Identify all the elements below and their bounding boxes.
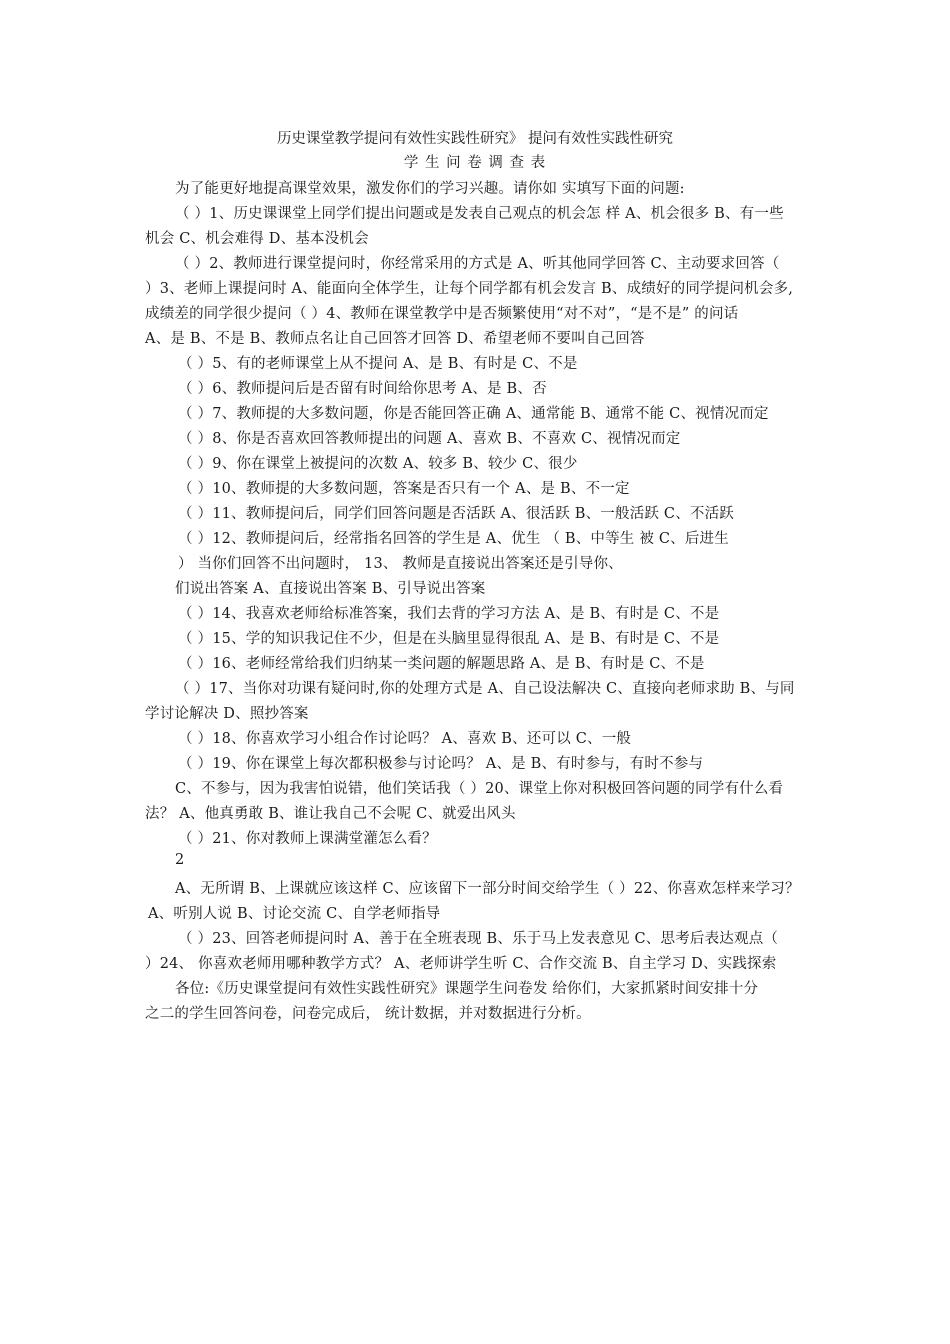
question-line: ）24、 你喜欢老师用哪种教学方式？ A、老师讲学生听 C、合作交流 B、自主学习 D、实践探索 (145, 956, 777, 972)
question-line: C、不参与，因为我害怕说错，他们笑话我（ ）20、课堂上你对积极回答问题的同学有什么看 (175, 781, 784, 797)
question-line: （ ）10、教师提的大多数问题，答案是否只有一个 A、是 B、不一定 (178, 481, 630, 497)
page-number: 2 (175, 852, 185, 868)
question-line: （ ）9、你在课堂上被提问的次数 A、较多 B、较少 C、很少 (178, 456, 578, 472)
question-line: （ ）21、你对教师上课满堂灌怎么看？ (178, 831, 437, 847)
document-subtitle: 学 生 问 卷 调 查 表 (403, 155, 547, 171)
question-line: （ ）2、教师进行课堂提问时，你经常采用的方式是 A、听其他同学回答 C、主动要求回答（ (175, 256, 780, 272)
question-line: （ ）5、有的老师课堂上从不提问 A、是 B、有时是 C、不是 (178, 356, 578, 372)
closing-line: 之二的学生回答问卷，问卷完成后， 统计数据，并对数据进行分析。 (145, 1006, 591, 1022)
question-line: 成绩差的同学很少提问（ ）4、教师在课堂教学中是否频繁使用“对不对”，“是不是” 的问话 (145, 306, 739, 322)
question-line: （ ）16、老师经常给我们归纳某一类问题的解题思路 A、是 B、有时是 C、不是 (178, 656, 705, 672)
intro-line: 为了能更好地提高课堂效果，激发你们的学习兴趣。请你如 实填写下面的问题: (175, 181, 685, 197)
question-line: ） 当你们回答不出问题时， 13、 教师是直接说出答案还是引导你、 (178, 556, 623, 572)
question-line: 学讨论解决 D、照抄答案 (145, 706, 309, 722)
question-line: 机会 C、机会难得 D、基本没机会 (145, 231, 369, 247)
question-line: A、无所谓 B、上课就应该这样 C、应该留下一部分时间交给学生（ ）22、你喜欢怎样来学习？ (175, 881, 800, 897)
question-line: （ ）1、历史课课堂上同学们提出问题或是发表自己观点的机会怎 样 A、机会很多 B、有一些 (175, 206, 784, 222)
question-line: （ ）11、教师提问后，同学们回答问题是否活跃 A、很活跃 B、一般活跃 C、不活跃 (178, 506, 735, 522)
question-line: A、听别人说 B、讨论交流 C、自学老师指导 (148, 906, 441, 922)
question-line: （ ）7、教师提的大多数问题，你是否能回答正确 A、通常能 B、通常不能 C、视情况而定 (178, 406, 769, 422)
question-line: 们说出答案 A、直接说出答案 B、引导说出答案 (175, 581, 486, 597)
closing-line: 各位:《历史课堂提问有效性实践性研究》课题学生问卷发 给你们，大家抓紧时间安排十分 (175, 981, 759, 997)
question-line: （ ）17、当你对功课有疑问时,你的处理方式是 A、自己设法解决 C、直接向老师求助 B、与同 (175, 681, 795, 697)
question-line: （ ）14、我喜欢老师给标准答案，我们去背的学习方法 A、是 B、有时是 C、不是 (178, 606, 720, 622)
question-line: ）3、老师上课提问时 A、能面向全体学生，让每个同学都有机会发言 B、成绩好的同学提问机会多, (145, 281, 794, 297)
question-line: （ ）23、回答老师提问时 A、善于在全班表现 B、乐于马上发表意见 C、思考后表达观点（ (178, 931, 779, 947)
question-line: （ ）15、学的知识我记住不少，但是在头脑里显得很乱 A、是 B、有时是 C、不是 (178, 631, 720, 647)
question-line: （ ）6、教师提问后是否留有时间给你思考 A、是 B、否 (178, 381, 547, 397)
document-title: 历史课堂教学提问有效性实践性研究》 提问有效性实践性研究 (276, 131, 674, 147)
question-line: （ ）19、你在课堂上每次都积极参与讨论吗？ A、是 B、有时参与，有时不参与 (178, 756, 704, 772)
question-line: A、是 B、不是 B、教师点名让自己回答才回答 D、希望老师不要叫自己回答 (145, 331, 645, 347)
question-line: （ ）8、你是否喜欢回答教师提出的问题 A、喜欢 B、不喜欢 C、视情况而定 (178, 431, 681, 447)
question-line: （ ）18、你喜欢学习小组合作讨论吗？ A、喜欢 B、还可以 C、一般 (178, 731, 632, 747)
question-line: 法？ A、他真勇敢 B、谁让我自己不会呢 C、就爱出风头 (145, 806, 516, 822)
question-line: （ ）12、教师提问后，经常指名回答的学生是 A、优生 （ B、中等生 被 C、后进生 (178, 531, 729, 547)
